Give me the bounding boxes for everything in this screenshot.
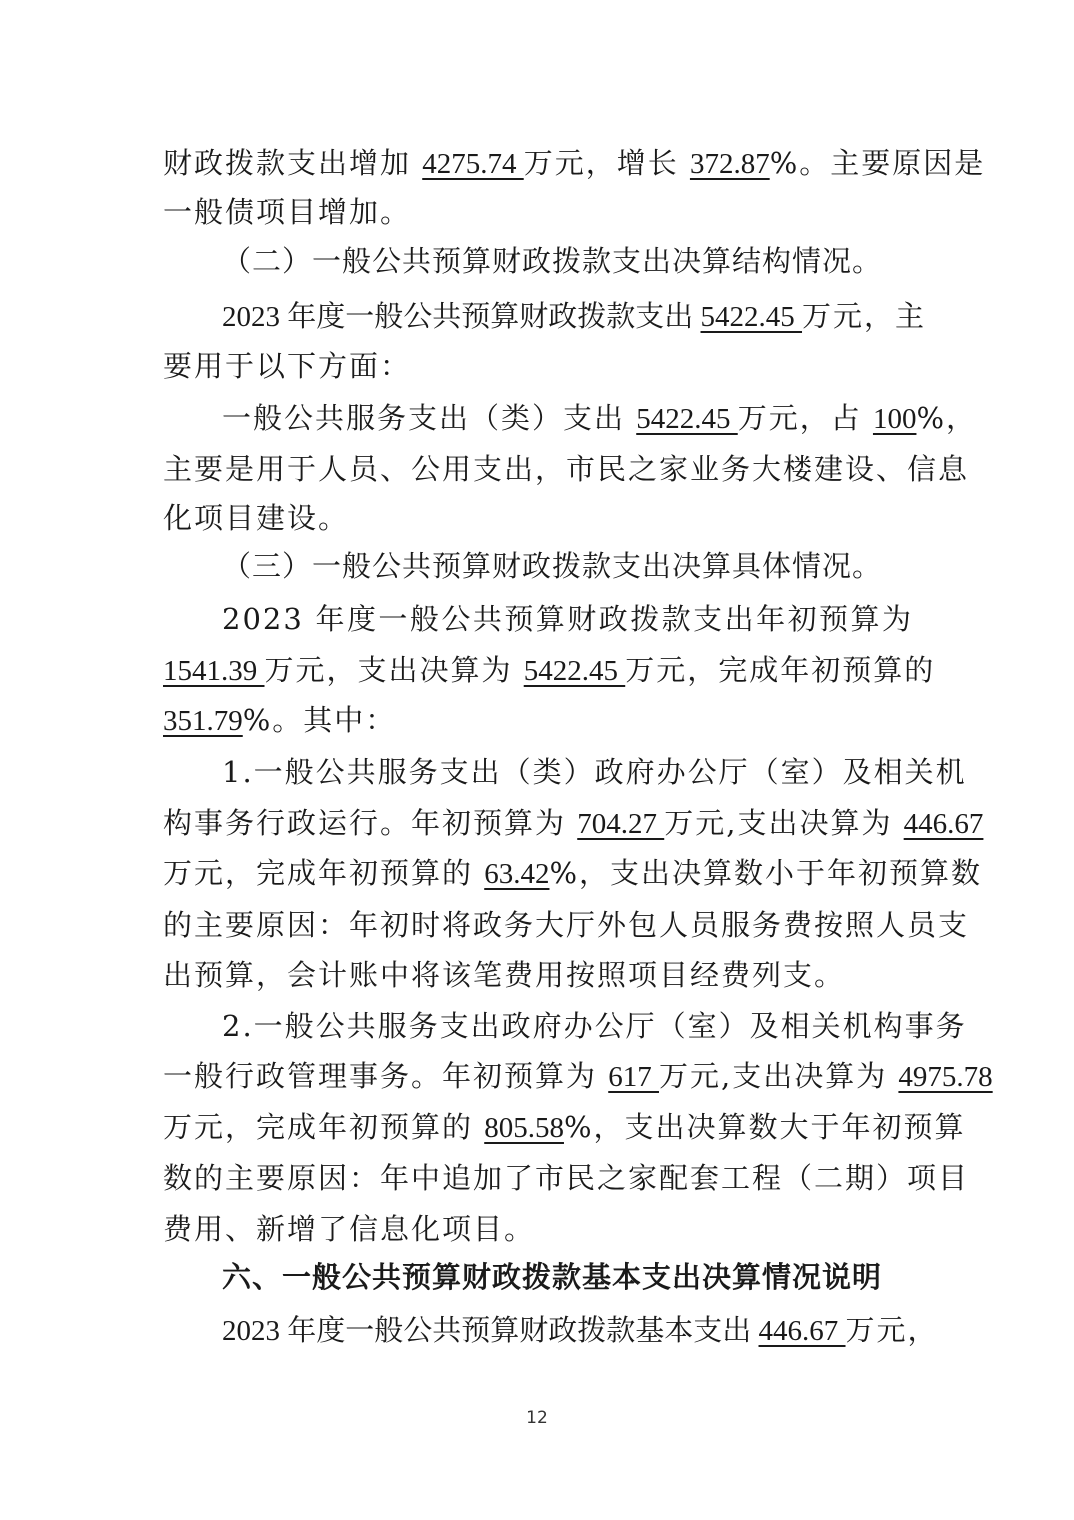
text-run: %。其中： — [242, 703, 397, 737]
paragraph-line — [222, 1310, 939, 1350]
underlined-amount: 446.67 — [758, 1315, 846, 1347]
text-run: 财政拨款支出增加 — [163, 146, 423, 180]
paragraph-line: 费用、新增了信息化项目。 — [163, 1212, 536, 1246]
page-number: 12 — [526, 1408, 548, 1428]
text-run: 万元，占 — [737, 401, 873, 435]
text-run: 一般行政管理事务。年初预算为 — [163, 1059, 609, 1093]
paragraph-line: 要用于以下方面： — [163, 349, 412, 383]
text-run: 万元， — [845, 1313, 939, 1347]
paragraph-line: 2.一般公共服务支出政府办公厅（室）及相关机构事务 — [222, 1009, 967, 1043]
text-run: %。主要原因是 — [769, 146, 986, 180]
paragraph-line — [163, 853, 983, 893]
paragraph-line: 数的主要原因：年中追加了市民之家配套工程（二期）项目 — [163, 1161, 970, 1195]
section-subheading: （二）一般公共预算财政拨款支出决算结构情况。 — [222, 244, 883, 278]
paragraph-line — [163, 1107, 966, 1147]
underlined-amount: 617 — [608, 1061, 659, 1093]
paragraph-line — [222, 398, 978, 438]
underlined-amount: 1541.39 — [163, 655, 265, 687]
underlined-amount: 4275.74 — [422, 148, 524, 180]
text-run: 万元，主 — [802, 299, 927, 333]
text-run: 万元，完成年初预算的 — [163, 856, 485, 890]
underlined-percent: 805.58 — [484, 1112, 564, 1144]
text-run: 一般公共服务支出（类）支出 — [222, 401, 637, 435]
underlined-amount: 5422.45 — [523, 655, 626, 687]
underlined-percent: 63.42 — [484, 858, 550, 890]
paragraph-line: 化项目建设。 — [163, 501, 350, 535]
paragraph-line: 1.一般公共服务支出（类）政府办公厅（室）及相关机 — [222, 755, 967, 789]
underlined-amount: 704.27 — [577, 808, 665, 840]
text-run: 2023 年度一般公共预算财政拨款支出 — [222, 301, 701, 333]
underlined-percent: 372.87 — [689, 148, 770, 180]
underlined-percent: 100 — [872, 403, 917, 435]
underlined-amount: 4975.78 — [898, 1061, 993, 1093]
text-run: %，支出决算数大于年初预算 — [563, 1110, 966, 1144]
paragraph-line: 2023 年度一般公共预算财政拨款支出年初预算为 — [222, 602, 913, 636]
paragraph-line: 一般债项目增加。 — [163, 195, 412, 229]
text-run: 2023 年度一般公共预算财政拨款基本支出 — [222, 1315, 759, 1347]
text-run: 万元，完成年初预算的 — [625, 653, 936, 687]
paragraph-line: 主要是用于人员、公用支出，市民之家业务大楼建设、信息 — [163, 452, 970, 486]
underlined-percent: 351.79 — [163, 705, 243, 737]
underlined-amount: 446.67 — [903, 808, 984, 840]
section-subheading: （三）一般公共预算财政拨款支出决算具体情况。 — [222, 549, 883, 583]
paragraph-line — [163, 143, 986, 183]
section-heading: 六、一般公共预算财政拨款基本支出决算情况说明 — [222, 1260, 883, 1294]
text-run: 万元，支出决算为 — [264, 653, 524, 687]
paragraph-line — [163, 803, 984, 843]
underlined-amount: 5422.45 — [700, 301, 803, 333]
paragraph-line — [163, 700, 913, 740]
text-run: 万元,支出决算为 — [664, 806, 904, 840]
text-run: %，支出决算数小于年初预算数 — [549, 856, 983, 890]
text-run: 万元，完成年初预算的 — [163, 1110, 485, 1144]
text-run: 万元，增长 — [523, 146, 690, 180]
underlined-amount: 5422.45 — [636, 403, 738, 435]
paragraph-line — [222, 296, 927, 336]
text-run: %， — [916, 401, 978, 435]
paragraph-line — [163, 1056, 993, 1096]
text-run: 万元,支出决算为 — [658, 1059, 899, 1093]
text-run: 构事务行政运行。年初预算为 — [163, 806, 578, 840]
paragraph-line: 的主要原因：年初时将政务大厅外包人员服务费按照人员支 — [163, 908, 970, 942]
paragraph-line: 出预算，会计账中将该笔费用按照项目经费列支。 — [163, 958, 846, 992]
paragraph-line — [163, 650, 936, 690]
